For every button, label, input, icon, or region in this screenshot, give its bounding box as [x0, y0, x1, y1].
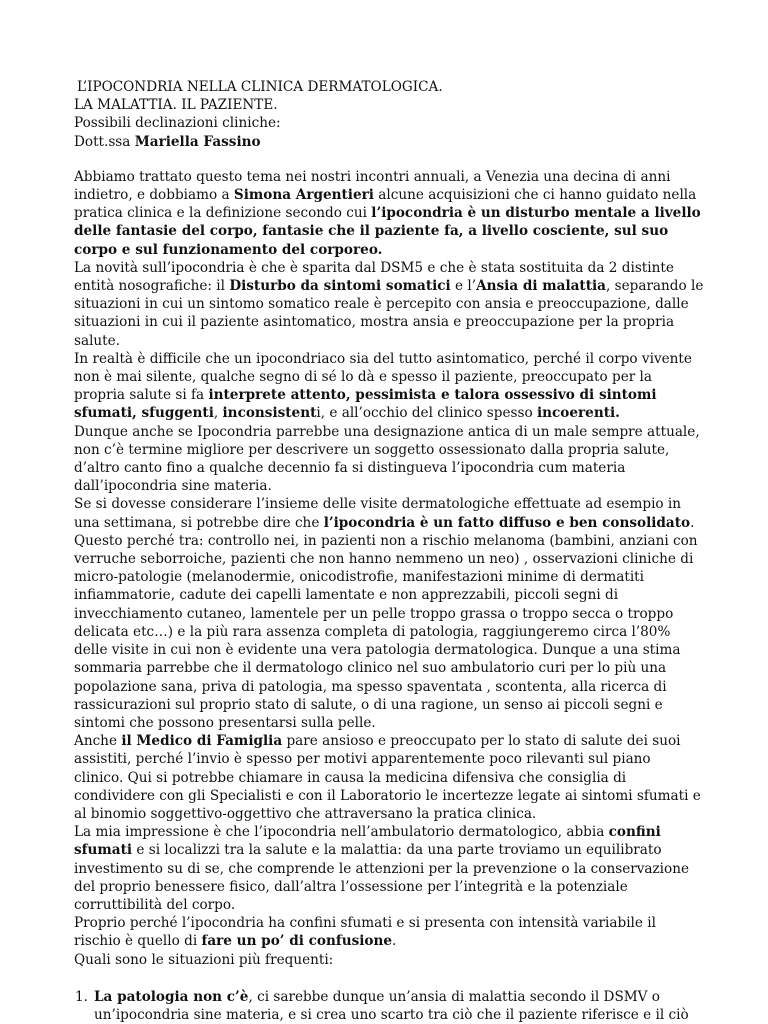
list-item: 1. La patologia non c’è, ci sarebbe dunque un’ansia di malattia secondo il DSMV o un’ipocondria sine materia, e si crea uno scarto tra ciò che il paziente riferisce e il ciò: [75, 988, 689, 1023]
document-subtitle: LA MALATTIA. IL PAZIENTE.: [74, 97, 278, 114]
document-subheading: Possibili declinazioni cliniche:: [74, 115, 281, 132]
list-number: 1.: [75, 988, 88, 1005]
paragraph-question: Quali sono le situazioni più frequenti:: [74, 951, 334, 968]
author-line: [74, 133, 704, 151]
paragraph-impression: La mia impressione è che l’ipocondria nell’ambulatorio dermatologico, abbia confini sfumati e si localizzi tra la salute e la malattia: da una parte troviamo un equilibrato investimento su di se, che comprende le attenzioni per la prevenzione o la conservazione del proprio benessere fisico, dall’altra l’ossessione per l’integrità e la potenziale corruttibilità del corpo.: [74, 824, 690, 913]
document-title: L’IPOCONDRIA NELLA CLINICA DERMATOLOGICA.: [77, 79, 443, 95]
paragraph-symptoms: In realtà è difficile che un ipocondriaco sia del tutto asintomatico, perché il corpo vivente non è mai silente, qualche segno di sé lo dà e spesso il paziente, preoccupato per la propria salute si fa interprete attento, pessimista e talora ossessivo di sintomi sfumati, sfuggenti, inconsistenti, e all’occhio del clinico spesso incoerenti.: [74, 350, 692, 422]
paragraph-visits: Se si dovesse considerare l’insieme delle visite dermatologiche effettuate ad esempio in una settimana, si potrebbe dire che l’ipocondria è un fatto diffuso e ben consolidato. Questo perché tra: controllo nei, in pazienti non a rischio melanoma (bambini, anziani con verruche seborroiche, pazienti che non hanno nemmeno un neo) , osservazioni cliniche di micro-patologie (melanodermie, onicodistrofie, manifestazioni minime di dermatiti infiammatorie, cadute dei capelli lamentate e non apprezzabili, piccoli segni di invecchiamento cutaneo, lamentele per un pelle troppo grassa o troppo secca o troppo delicata etc…) e la più rara assenza completa di patologia, raggiungeremo circa l’80% delle visite in cui non è evidente una vera patologia dermatologica. Dunque a una stima sommaria parrebbe che il dermatologo clinico nel suo ambulatorio curi per lo più una popolazione sana, priva di patologia, ma spesso spaventata , scontenta, alla ricerca di rassicurazioni sul proprio stato di salute, o di una ragione, un senso ai piccoli segni e sintomi che possono presentarsi sulla pelle.: [74, 496, 698, 731]
spacer: [74, 151, 704, 168]
paragraph-definition: Dunque anche se Ipocondria parrebbe una designazione antica di un male sempre attuale, non c’è termine migliore per descrivere un soggetto ossessionato dalla propria salute, d’altro canto fino a qualche decennio fa si distingueva l’ipocondria cum materia dall’ipocondria sine materia.: [74, 423, 700, 495]
document-page: [74, 78, 704, 1024]
author-prefix: Dott.ssa: [74, 133, 135, 150]
author-name: Mariella Fassino: [134, 133, 261, 150]
paragraph-family-doctor: Anche il Medico di Famiglia pare ansioso e preoccupato per lo stato di salute dei suoi assistiti, perché l’invio è spesso per motivi apparentemente poco rilevanti sul piano clinico. Qui si potrebbe chiamare in causa la medicina difensiva che consiglia di condividere con gli Specialisti e con il Laboratorio le incertezze legate ai sintomi sfumati e al binomio soggettivo-oggettivo che attraversano la pratica clinica.: [74, 733, 701, 822]
paragraph-confusion: Proprio perché l’ipocondria ha confini sfumati e si presenta con intensità variabile il rischio è quello di fare un po’ di confusione.: [74, 915, 656, 950]
paragraph-intro: Abbiamo trattato questo tema nei nostri incontri annuali, a Venezia una decina di anni indietro, e dobbiamo a Simona Argentieri alcune acquisizioni che ci hanno guidato nella pratica clinica e la definizione secondo cui l’ipocondria è un disturbo mentale a livello delle fantasie del corpo, fantasie che il paziente fa, a livello cosciente, sul suo corpo e sul funzionamento del corporeo.: [74, 168, 701, 258]
paragraph-dsm5: La novità sull’ipocondria è che è sparita dal DSM5 e che è stata sostituita da 2 distinte entità nosografiche: il Disturbo da sintomi somatici e l’Ansia di malattia, separando le situazioni in cui un sintomo somatico reale è percepito con ansia e preoccupazione, dalle situazioni in cui il paziente asintomatico, mostra ansia e preoccupazione per la propria salute.: [74, 259, 704, 349]
